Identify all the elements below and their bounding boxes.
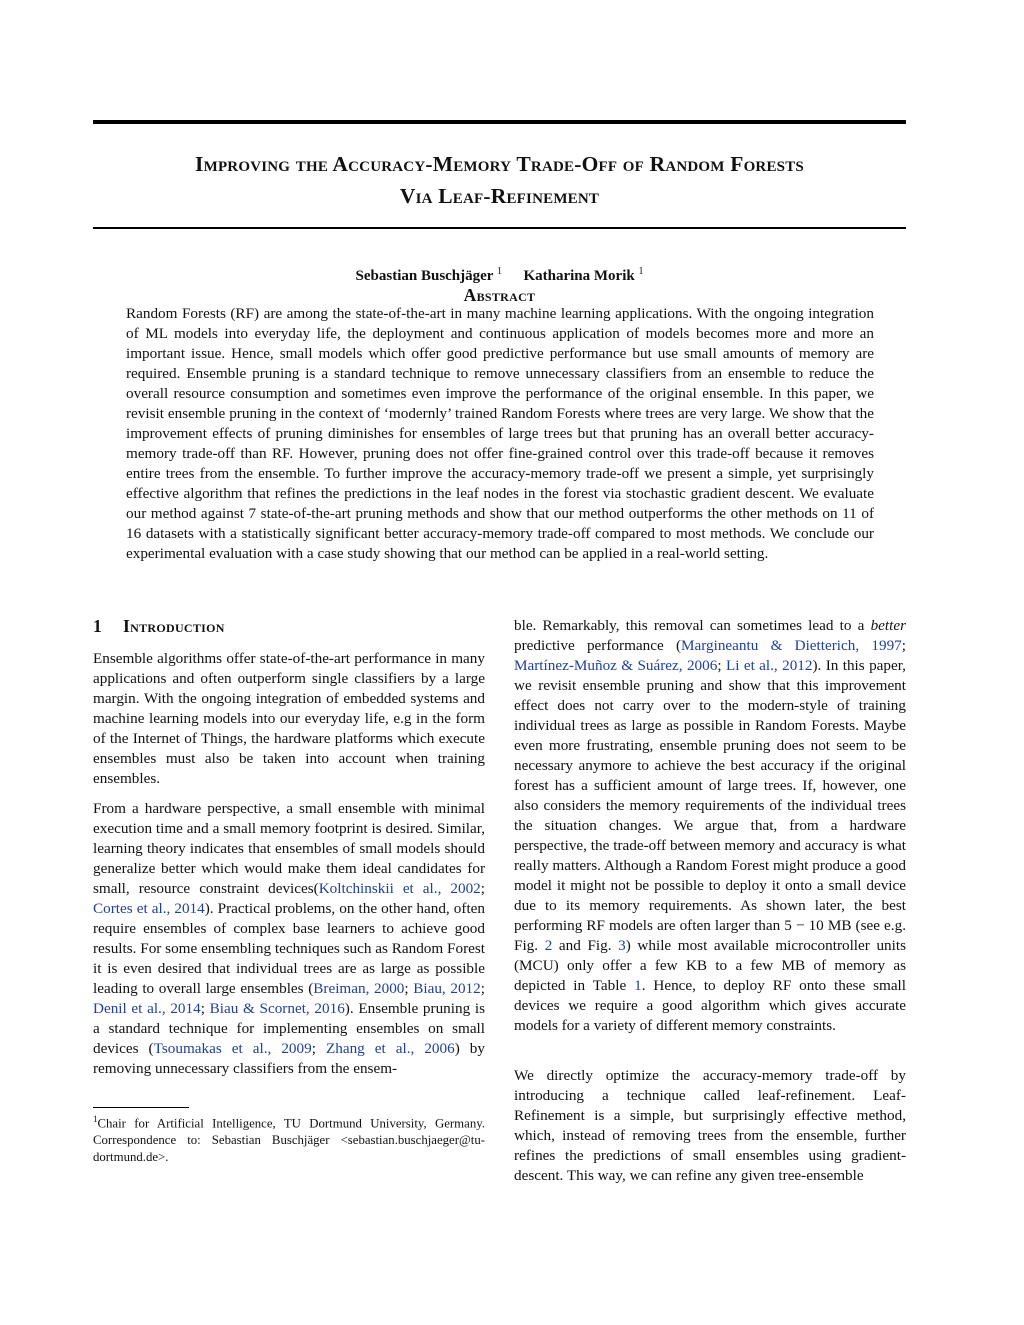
intro-paragraph: We directly optimize the accuracy-memory trade-off by introducing a technique called leaf-refinement. Leaf-Refinement is a simple, but surprisingly effective method, which, instead of removing trees from the ensemble, further refines the predictions of small ensembles using gradient-descent. This way, we can refine any given tree-ensemble bbox=[514, 1067, 906, 1184]
footnote-mark: 1 bbox=[93, 1114, 98, 1124]
paper-title bbox=[93, 148, 906, 212]
abstract-body bbox=[126, 304, 874, 564]
citation-link[interactable]: Zhang et al., 2006 bbox=[325, 1040, 455, 1057]
figure-ref-link[interactable]: 2 bbox=[544, 937, 553, 954]
citation-link[interactable]: Li et al., 2012 bbox=[725, 657, 813, 674]
citation-link[interactable]: Denil et al., 2014 bbox=[93, 1000, 201, 1017]
title-line-2: Via Leaf-Refinement bbox=[399, 184, 600, 208]
title-rule-bottom bbox=[93, 227, 906, 229]
table-ref-link[interactable]: 1 bbox=[634, 977, 642, 994]
citation-link[interactable]: Tsoumakas et al., 2009 bbox=[153, 1040, 312, 1057]
citation-link[interactable]: Koltchinskii et al., 2002 bbox=[318, 880, 481, 897]
section-title: Introduction bbox=[123, 616, 225, 636]
citation-link[interactable]: Biau, 2012 bbox=[413, 980, 481, 997]
author-name: Katharina Morik bbox=[523, 268, 635, 284]
author-affiliation-mark: 1 bbox=[496, 266, 502, 277]
footnote-rule bbox=[93, 1107, 189, 1108]
intro-paragraph: ble. Remarkably, this removal can sometimes lead to a better predictive performance (Margineantu & Dietterich, 1997; Martínez-Muñoz & Suárez, 2006; Li et al., 2012). In this paper, we revisit ensemble pruning and show that this improvement effect does not carry over to the modern-style of training individual trees as large as possible in Random Forests. Maybe even more frustrating, ensemble pruning does not seem to be necessary anymore to achieve the best accuracy if the original forest has a sufficient amount of large trees. If, however, one also considers the memory requirements of the individual trees the situation changes. We argue that, from a hardware perspective, the trade-off between memory and accuracy is what really matters. Although a Random Forest might produce a good model it might not be possible to deploy it onto a small device due to its memory requirements. As shown later, the best performing RF models are often larger than 5 − 10 MB (see e.g. Fig. 2 and Fig. 3) while most available microcontroller units (MCU) only offer a few KB to a few MB of memory as depicted in Table 1. Hence, to deploy RF onto these small devices we require a good algorithm which gives accurate models for a variety of different memory constraints. bbox=[514, 617, 906, 1034]
intro-paragraph: Ensemble algorithms offer state-of-the-art performance in many applications and often outperform single classifiers by a large margin. With the ongoing integration of embedded systems and machine learning models into our everyday life, e.g in the form of the Internet of Things, the hardware platforms which execute ensembles must also be taken into account when training ensembles. bbox=[93, 650, 485, 787]
abstract-text: Random Forests (RF) are among the state-of-the-art in many machine learning applications. With the ongoing integration of ML models into everyday life, the deployment and continuous application of models becomes more and more an important issue. Hence, small models which offer good predictive performance but use small amounts of memory are required. Ensemble pruning is a standard technique to remove unnecessary classifiers from an ensemble to reduce the overall resource consumption and sometimes even improve the performance of the original ensemble. In this paper, we revisit ensemble pruning in the context of ‘modernly’ trained Random Forests where trees are very large. We show that the improvement effects of pruning diminishes for ensembles of large trees but that pruning has an overall better accuracy-memory trade-off than RF. However, pruning does not offer fine-grained control over this trade-off because it removes entire trees from the ensemble. To further improve the accuracy-memory trade-off we present a simple, yet surprisingly effective algorithm that refines the predictions in the leaf nodes in the forest via stochastic gradient descent. We evaluate our method against 7 state-of-the-art pruning methods and show that our method outperforms the other methods on 11 of 16 datasets with a statistically significant better accuracy-memory trade-off compared to most methods. We conclude our experimental evaluation with a case study showing that our method can be applied in a real-world setting. bbox=[126, 305, 874, 562]
citation-link[interactable]: Martínez-Muñoz & Suárez, 2006 bbox=[514, 657, 718, 674]
title-line-1: Improving the Accuracy-Memory Trade-Off of Random Forests bbox=[195, 152, 804, 176]
title-rule-top bbox=[93, 120, 906, 124]
citation-link[interactable]: Breiman, 2000 bbox=[313, 980, 405, 997]
citation-link[interactable]: Margineantu & Dietterich, 1997 bbox=[681, 637, 902, 654]
abstract-heading: Abstract bbox=[463, 285, 536, 305]
intro-paragraph: From a hardware perspective, a small ensemble with minimal execution time and a small memory footprint is desired. Similar, learning theory indicates that ensembles of small models should generalize better which would make them ideal candidates for small, resource constraint devices(Koltchinskii et al., 2002; Cortes et al., 2014). Practical problems, on the other hand, often require ensembles of complex base learners to achieve good results. For some ensembling techniques such as Random Forest it is even desired that individual trees are as large as possible leading to overall large ensembles (Breiman, 2000; Biau, 2012; Denil et al., 2014; Biau & Scornet, 2016). Ensemble pruning is a standard technique for implementing ensembles on small devices (Tsoumakas et al., 2009; Zhang et al., 2006) by removing unnecessary classifiers from the ensem- bbox=[93, 800, 485, 1077]
section-number: 1 bbox=[93, 616, 102, 636]
footnote bbox=[93, 1111, 485, 1166]
figure-ref-link[interactable]: 3 bbox=[618, 937, 626, 954]
emphasis-text: better bbox=[870, 617, 906, 634]
author-affiliation-mark: 1 bbox=[638, 266, 644, 277]
citation-link[interactable]: Biau & Scornet, 2016 bbox=[209, 1000, 345, 1017]
footnote-text: Chair for Artificial Intelligence, TU Dortmund University, Germany. Correspondence to: Sebastian Buschjäger <sebastian.buschjaeger@tu-dortmund.de>. bbox=[93, 1116, 485, 1165]
citation-link[interactable]: Cortes et al., 2014 bbox=[93, 900, 205, 917]
section-heading bbox=[93, 614, 225, 638]
author-name: Sebastian Buschjäger bbox=[355, 268, 494, 284]
